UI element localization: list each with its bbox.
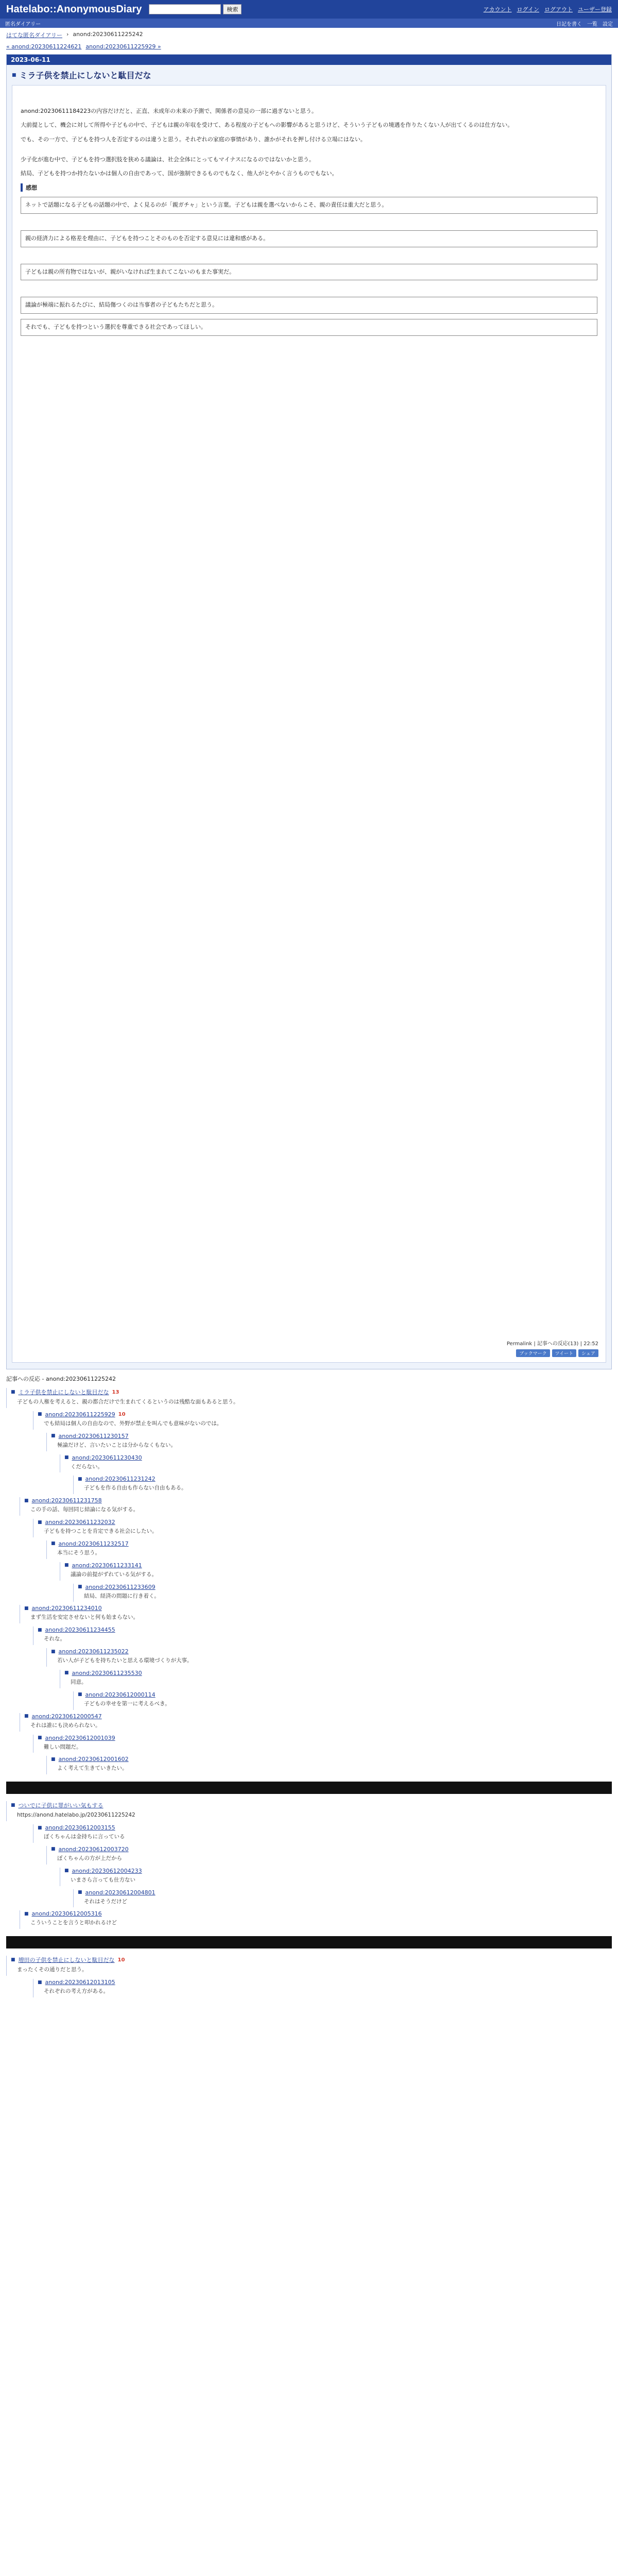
comment-link[interactable]: anond:20230612013105	[45, 1979, 115, 1986]
comment-item	[60, 1868, 612, 1886]
comment-body: 同意。	[71, 1679, 87, 1685]
quote-box: 親の経済力による格差を理由に、子どもを持つことそのものを否定する意見には違和感がある。	[21, 230, 597, 247]
entry-title	[12, 69, 606, 81]
bullet-icon: ■	[64, 1868, 69, 1874]
comment-body: くだらない。	[71, 1463, 103, 1470]
comment-link[interactable]: anond:20230611233141	[72, 1562, 142, 1569]
comments-tree	[6, 1388, 612, 1997]
comment-body: 議論の前提がずれている気がする。	[71, 1571, 157, 1578]
comment-link[interactable]: anond:20230612000547	[31, 1713, 102, 1720]
comment-link[interactable]: anond:20230612004233	[72, 1867, 142, 1874]
comment-item	[46, 1433, 612, 1451]
comment-item	[6, 1801, 612, 1821]
comment-header	[24, 1497, 612, 1504]
sub-left[interactable]: 匿名ダイアリー	[5, 21, 41, 27]
prev-entry-link[interactable]: « anond:20230611224621	[6, 43, 82, 50]
nav-login[interactable]: ログイン	[517, 6, 539, 13]
bullet-icon: ■	[64, 1563, 69, 1568]
comment-item	[46, 1540, 612, 1559]
bullet-icon: ■	[11, 1957, 15, 1963]
tweet-button[interactable]: ツイート	[552, 1349, 577, 1357]
comment-link[interactable]: anond:20230611231758	[31, 1497, 102, 1504]
comment-link[interactable]: anond:20230611235530	[72, 1669, 142, 1676]
breadcrumb-sep: ›	[66, 31, 69, 38]
comment-body: 子どもを持つことを肯定できる社会にしたい。	[44, 1528, 158, 1535]
breadcrumb-current: anond:20230611225242	[73, 31, 143, 38]
search-button[interactable]: 検索	[223, 4, 242, 14]
comment-header	[51, 1433, 612, 1439]
site-logo[interactable]: Hatelabo::AnonymousDiary	[6, 3, 142, 15]
comment-item	[73, 1691, 612, 1710]
bullet-icon: ■	[78, 1476, 82, 1482]
bullet-icon: ■	[38, 1412, 42, 1417]
comment-header	[64, 1562, 612, 1569]
comment-link[interactable]: anond:20230611233609	[85, 1583, 156, 1590]
comment-header	[51, 1540, 612, 1547]
bullet-icon: ■	[51, 1433, 56, 1439]
comment-header	[38, 1411, 612, 1418]
bullet-icon: ■	[12, 72, 16, 78]
comment-body: 本当にそう思う。	[57, 1549, 100, 1556]
comment-item	[20, 1713, 612, 1732]
bullet-icon: ■	[38, 1627, 42, 1633]
comment-body: でも結局は個人の自由なので、外野が禁止を叫んでも意味がないのでは。	[44, 1420, 222, 1427]
comment-link[interactable]: anond:20230612003155	[45, 1824, 115, 1832]
comment-count-badge: 10	[118, 1411, 126, 1417]
breadcrumb-home[interactable]: はてな匿名ダイアリー	[6, 32, 63, 39]
bullet-icon: ■	[24, 1498, 29, 1503]
comment-header	[38, 1735, 612, 1741]
comment-link[interactable]: anond:20230612005316	[31, 1910, 102, 1918]
comment-item	[46, 1846, 612, 1865]
entry-paragraph: anond:20230611184223の内容だけだと、正直、未成年の未来の予測で、関係者の意見の一部に過ぎないと思う。	[21, 108, 317, 114]
comment-link[interactable]: ミラ子供を禁止にしないと駄目だな	[18, 1389, 109, 1396]
bullet-icon: ■	[38, 1519, 42, 1525]
comment-link[interactable]: ついでに子供に罪がいい気もする	[18, 1802, 104, 1809]
bullet-icon: ■	[78, 1890, 82, 1895]
share-button[interactable]: シェア	[578, 1349, 598, 1357]
breadcrumb	[0, 28, 618, 42]
comment-body: 結局、経済の問題に行き着く。	[84, 1592, 160, 1599]
top-nav	[484, 5, 612, 13]
comment-header	[64, 1454, 612, 1461]
comment-link[interactable]: anond:20230611234455	[45, 1626, 115, 1634]
comment-item	[73, 1584, 612, 1602]
comment-item	[6, 1956, 612, 1976]
entry-title-text[interactable]: ミラ子供を禁止にしないと駄目だな	[19, 71, 151, 80]
sub-bar	[0, 19, 618, 28]
bullet-icon: ■	[38, 1735, 42, 1740]
comment-header	[11, 1801, 612, 1809]
comment-count-badge: 10	[117, 1957, 125, 1963]
bullet-icon: ■	[51, 1846, 56, 1852]
search-input[interactable]	[149, 4, 221, 14]
comment-body: まず生活を安定させないと何も始まらない。	[30, 1614, 139, 1621]
comment-link[interactable]: anond:20230611234010	[31, 1605, 102, 1612]
comment-link[interactable]: anond:20230612000114	[85, 1691, 156, 1698]
comment-link[interactable]: anond:20230611225929	[45, 1411, 115, 1418]
comment-item	[73, 1476, 612, 1494]
bullet-icon: ■	[78, 1584, 82, 1590]
comment-item	[20, 1605, 612, 1623]
sub-write[interactable]: 日記を書く	[556, 21, 582, 27]
comment-header	[38, 1824, 612, 1831]
comment-body: 若い人が子どもを持ちたいと思える環境づくりが大事。	[57, 1657, 193, 1664]
comment-header	[11, 1388, 612, 1396]
comment-header	[24, 1605, 612, 1612]
bookmark-button[interactable]: ブックマーク	[516, 1349, 550, 1357]
comment-header	[38, 1626, 612, 1633]
black-banner	[6, 1936, 612, 1948]
comment-header	[64, 1670, 612, 1676]
black-banner	[6, 1782, 612, 1794]
comment-body: それぞれの考え方がある。	[44, 1988, 109, 1995]
comment-item	[33, 1519, 612, 1537]
comment-item	[46, 1648, 612, 1667]
comment-header	[24, 1910, 612, 1917]
comment-link[interactable]: anond:20230611232032	[45, 1519, 115, 1526]
bullet-icon: ■	[51, 1541, 56, 1547]
bullet-icon: ■	[24, 1605, 29, 1611]
comment-body: よく考えて生きていきたい。	[57, 1765, 128, 1772]
comment-body: いまさら言っても仕方ない	[71, 1876, 135, 1883]
comment-header	[78, 1476, 612, 1482]
comment-body: この手の話、毎回同じ結論になる気がする。	[30, 1506, 139, 1513]
section-heading: 感想	[21, 183, 597, 192]
bullet-icon: ■	[51, 1756, 56, 1762]
bullet-icon: ■	[38, 1979, 42, 1985]
comment-header	[64, 1868, 612, 1874]
quote-box: 子どもは親の所有物ではないが、親がいなければ生まれてこないのもまた事実だ。	[21, 264, 597, 281]
comment-body: ぼくちゃんは金持ちに言っている	[44, 1834, 125, 1840]
comment-link[interactable]: anond:20230612003720	[58, 1845, 129, 1853]
comments-heading: 記事への反応 - anond:20230611225242	[6, 1376, 116, 1382]
bullet-icon: ■	[64, 1455, 69, 1461]
comment-item	[33, 1626, 612, 1645]
comment-link[interactable]: anond:20230612001602	[58, 1756, 129, 1763]
comment-item	[73, 1889, 612, 1908]
comment-body: 難しい問題だ。	[44, 1743, 82, 1750]
comment-header	[78, 1691, 612, 1698]
comment-body: https://anond.hatelabo.jp/20230611225242	[17, 1812, 135, 1819]
comment-item	[33, 1824, 612, 1843]
entry-paragraph: 結局、子どもを持つか持たないかは個人の自由であって、国が強制できるものでもなく、他人がとやかく言うものでもない。	[21, 170, 338, 177]
entry-body	[12, 85, 606, 1363]
bullet-icon: ■	[64, 1670, 69, 1676]
comment-body: それな。	[44, 1636, 65, 1642]
comment-header	[11, 1956, 612, 1964]
comment-header	[78, 1584, 612, 1590]
comment-header	[24, 1713, 612, 1720]
comment-link[interactable]: anond:20230611231242	[85, 1476, 156, 1483]
comment-body: それは誰にも決められない。	[30, 1722, 101, 1728]
top-bar	[0, 0, 618, 19]
comment-link[interactable]: anond:20230611235022	[58, 1648, 129, 1655]
comment-body: それはそうだけど	[84, 1898, 127, 1905]
comment-link[interactable]: 増田の子供を禁止にしないと駄目だな	[18, 1957, 115, 1964]
comment-header	[38, 1979, 612, 1986]
comment-link[interactable]: anond:20230611230430	[72, 1454, 142, 1461]
sub-list[interactable]: 一覧	[587, 21, 597, 27]
bullet-icon: ■	[11, 1389, 15, 1395]
diary-entry	[6, 54, 612, 1369]
comment-header	[51, 1648, 612, 1655]
entry-date: 2023-06-11	[7, 55, 611, 65]
comment-item	[60, 1562, 612, 1581]
comment-item	[46, 1756, 612, 1774]
comment-count-badge: 13	[112, 1389, 119, 1395]
sub-settings[interactable]: 設定	[603, 21, 613, 27]
comment-body: ぼくちゃんの方が上だから	[57, 1855, 122, 1861]
comment-item	[33, 1411, 612, 1430]
share-buttons	[516, 1349, 598, 1357]
comment-link[interactable]: anond:20230612004801	[85, 1889, 156, 1896]
entry-paragraph: でも、その一方で、子どもを持つ人を否定するのは違うと思う。それぞれの家庭の事情があり、誰かがそれを押し付ける立場にはない。	[21, 135, 366, 143]
bullet-icon: ■	[24, 1714, 29, 1719]
comment-body: 子どもの人権を考えると、親の都合だけで生まれてくるというのは残酷な面もあると思う。	[17, 1399, 239, 1405]
quote-box: ネットで話題になる子どもの話題の中で、よく見るのが「親ガチャ」という言葉。子どもは親を選べないからこそ、親の責任は重大だと思う。	[21, 197, 597, 214]
comment-item	[20, 1910, 612, 1929]
quote-box: それでも、子どもを持つという選択を尊重できる社会であってほしい。	[21, 319, 597, 336]
comment-body: まったくその通りだと思う。	[17, 1967, 88, 1973]
comment-item	[6, 1388, 612, 1408]
bullet-icon: ■	[78, 1692, 82, 1698]
comment-item	[60, 1670, 612, 1688]
comment-body: 極論だけど、言いたいことは分からなくもない。	[57, 1442, 176, 1448]
nav-logout[interactable]: ログアウト	[544, 6, 573, 13]
nav-account[interactable]: アカウント	[483, 6, 512, 13]
comment-body: 子どもの幸せを第一に考えるべき。	[84, 1700, 170, 1707]
bullet-icon: ■	[38, 1825, 42, 1831]
comment-item	[60, 1454, 612, 1473]
comment-item	[20, 1497, 612, 1516]
comment-header	[78, 1889, 612, 1896]
comment-item	[33, 1979, 612, 1997]
entry-permalink[interactable]: Permalink | 記事への反応(13) | 22:52	[506, 1341, 598, 1347]
comment-item	[33, 1735, 612, 1753]
bullet-icon: ■	[24, 1911, 29, 1917]
next-entry-link[interactable]: anond:20230611225929 »	[85, 43, 161, 50]
comment-link[interactable]: anond:20230611230157	[58, 1432, 129, 1439]
nav-register[interactable]: ユーザー登録	[578, 6, 612, 13]
bullet-icon: ■	[51, 1649, 56, 1654]
comment-body: 子どもを作る自由も作らない自由もある。	[84, 1485, 187, 1492]
comment-header	[51, 1846, 612, 1853]
comment-link[interactable]: anond:20230612001039	[45, 1734, 115, 1741]
comment-link[interactable]: anond:20230611232517	[58, 1540, 129, 1547]
entry-paragraph: 少子化が進む中で、子どもを持つ選択肢を狭める議論は、社会全体にとってもマイナスになるのではないかと思う。	[21, 156, 315, 163]
entry-paragraph: 大前提として、機会に対して所得や子どもの中で、子どもは親の年収を受けて、ある程度の子どもへの影響があると思うけど、そういう子どもの境遇を作りたくない人が出てくるのは仕方ない。	[21, 122, 513, 129]
comment-header	[51, 1756, 612, 1762]
comment-body: こういうことを言うと叩かれるけど	[30, 1920, 117, 1926]
quote-box: 議論が極端に振れるたびに、結局傷つくのは当事者の子どもたちだと思う。	[21, 297, 597, 314]
entry-pager	[0, 42, 618, 54]
comment-header	[38, 1519, 612, 1526]
bullet-icon: ■	[11, 1803, 15, 1808]
